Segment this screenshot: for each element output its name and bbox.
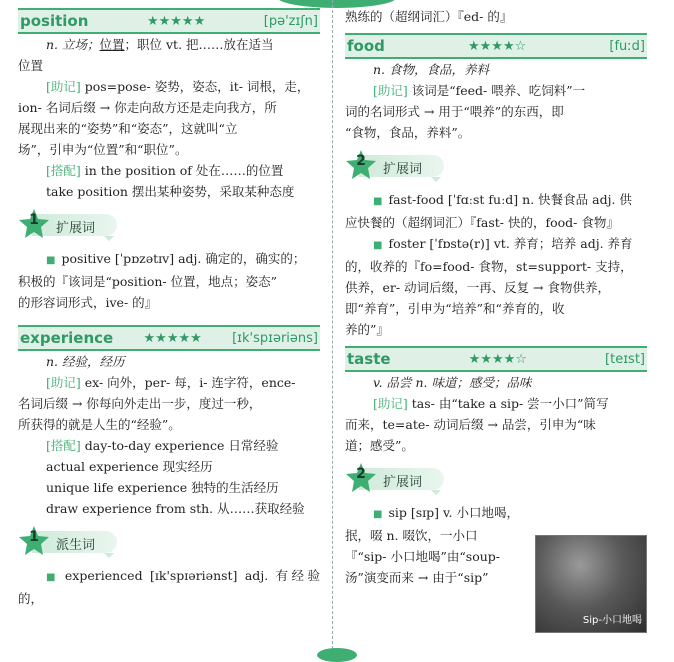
frequency-stars: ★★★★☆ <box>468 38 527 54</box>
frequency-stars: ★★★★☆ <box>468 351 527 367</box>
definition: n. 立场；位置；职位 vt. 把……放在适当 <box>46 37 274 52</box>
frequency-stars: ★★★★★ <box>146 13 206 29</box>
derived-word-line: 抿，啜 n. 啜饮，一小口 <box>345 528 478 543</box>
derived-word: ■ fast-food [ˈfɑːst fuːd] n. 快餐食品 adj. 供 <box>373 192 632 207</box>
mnemonic-line: 道；感受”。 <box>345 438 414 453</box>
mnemonic-line: 场”，引申为“位置”和“职位”。 <box>18 142 188 157</box>
collocation-line: unique life experience 独特的生活经历 <box>46 480 279 495</box>
derived-word-line: 汤”演变而来 → 由于“sip” <box>345 570 489 585</box>
derived-word-line: 即“养育”，引申为“培养”和“养育的，收 <box>345 301 565 316</box>
collocation-line: actual experience 现实经历 <box>46 459 213 474</box>
definition: v. 品尝 n. 味道；感受；品味 <box>373 375 532 390</box>
phonetic: [ɪk'spɪəriəns] <box>232 330 318 346</box>
column-divider <box>332 0 333 654</box>
bottom-decoration <box>317 648 357 662</box>
section-banner-extended-words: 2 扩展词 <box>345 149 647 183</box>
collocation-line: take position 摆出某种姿势，采取某种态度 <box>46 184 295 199</box>
derived-word: ■ foster [ˈfɒstə(r)] vt. 养育；培养 adj. 养育 <box>373 236 633 251</box>
sip-entry <box>345 502 525 588</box>
collocation-line: draw experience from sth. 从……获取经验 <box>46 501 305 516</box>
derived-word-line: 的，收养的『fo=food- 食物，st=support- 支持， <box>345 259 633 274</box>
headword: food <box>347 37 385 55</box>
right-column <box>345 0 647 626</box>
mnemonic-line: ion- 名词后缀 → 你走向敌方还是走向我方，所 <box>18 100 277 115</box>
mnemonic-line: 名词后缀 → 你每向外走出一步，度过一秒， <box>18 396 262 411</box>
phonetic: [teɪst] <box>605 351 645 367</box>
mnemonic-line: 所获得的就是人生的“经验”。 <box>18 417 181 432</box>
headword: experience <box>20 329 114 347</box>
mnemonic-line: 词的名词形式 → 用于“喂养”的东西，即 <box>345 104 564 119</box>
derived-word: ■ experienced [ɪk'spɪəriənst] adj. 有经验的， <box>18 568 320 606</box>
derived-word: ■ positive [ˈpɒzətɪv] adj. 确定的，确实的； <box>46 251 306 266</box>
derived-word-line: 养的”』 <box>345 322 389 337</box>
mnemonic: [助记] pos=pose- 姿势，姿态，it- 词根，走， <box>46 79 310 94</box>
derived-word-line: 的形容词形式，ive- 的』 <box>18 295 158 310</box>
mnemonic-line: 而来，te=ate- 动词后缀 → 品尝，引申为“味 <box>345 417 596 432</box>
definition: n. 经验，经历 <box>46 354 125 369</box>
photo-caption: Sip-小口地喝 <box>582 615 642 626</box>
headword: taste <box>347 350 391 368</box>
derived-word-line: 积极的『该词是“position- 位置，地点；姿态” <box>18 274 278 289</box>
entry-header-position <box>18 8 320 34</box>
left-column <box>18 0 320 609</box>
definition: n. 食物，食品，养料 <box>373 62 489 77</box>
frequency-stars: ★★★★★ <box>143 330 202 346</box>
phonetic: [pə'zɪʃn] <box>263 13 318 29</box>
section-banner-extended-words: 1 扩展词 <box>18 208 320 242</box>
section-banner-extended-words: 2 扩展词 <box>345 462 647 496</box>
mnemonic: [助记] ex- 向外，per- 每，i- 连字符，ence- <box>46 375 296 390</box>
collocation: [搭配] in the position of 处在……的位置 <box>46 163 284 178</box>
derived-word: ■ sip [sɪp] v. 小口地喝， <box>373 505 520 520</box>
entry-header-taste <box>345 346 647 372</box>
continued-text: 熟练的（超纲词汇）『ed- 的』 <box>345 9 513 24</box>
entry-header-food <box>345 33 647 59</box>
collocation: [搭配] day-to-day experience 日常经验 <box>46 438 279 453</box>
sip-photo <box>535 535 647 633</box>
derived-word-line: 应快餐的（超纲词汇）『fast- 快的，food- 食物』 <box>345 215 619 230</box>
entry-header-experience <box>18 325 320 351</box>
headword: position <box>20 12 89 30</box>
definition-cont: 位置 <box>18 58 44 73</box>
mnemonic: [助记] tas- 由“take a sip- 尝一小口”简写 <box>373 396 609 411</box>
phonetic: [fuːd] <box>609 38 645 54</box>
mnemonic: [助记] 该词是“feed- 喂养、吃饲料”一 <box>373 83 586 98</box>
section-banner-derivatives: 1 派生词 <box>18 525 320 559</box>
mnemonic-line: “食物，食品，养料”。 <box>345 125 471 140</box>
derived-word-line: 供养，er- 动词后缀，一再、反复 → 食物供养， <box>345 280 610 295</box>
derived-word-line: 『“sip- 小口地喝”由“soup- <box>345 549 500 564</box>
mnemonic-line: 展现出来的“姿势”和“姿态”，这就叫“立 <box>18 121 238 136</box>
